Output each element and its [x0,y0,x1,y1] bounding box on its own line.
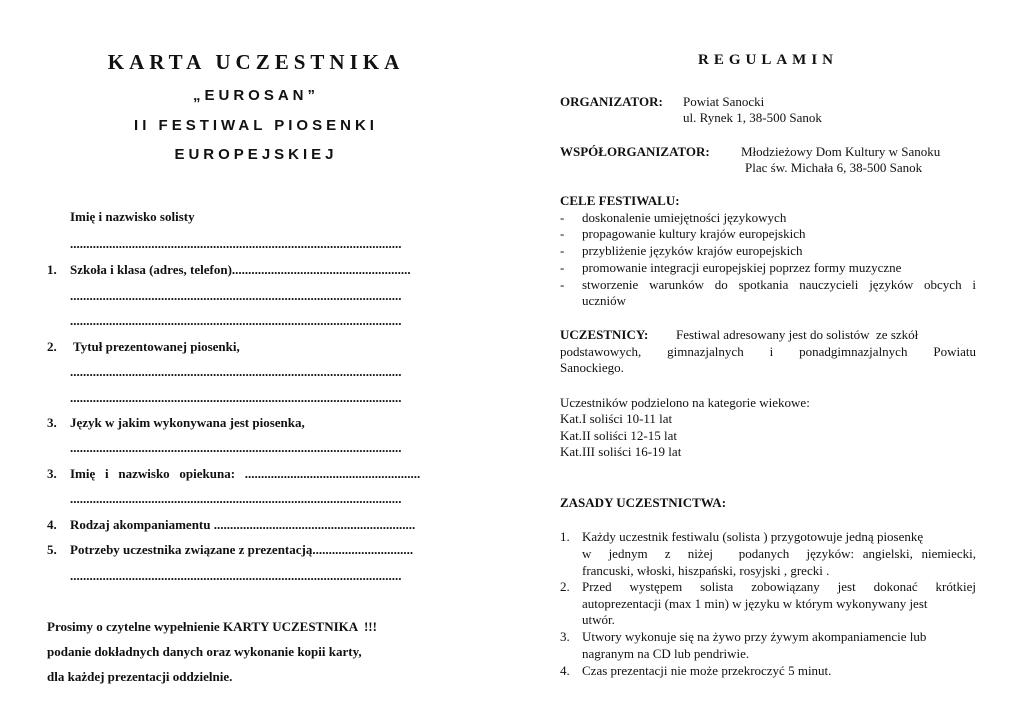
goal-item: doskonalenie umiejętności językowych [582,210,787,225]
goal-bullet: - [560,210,565,225]
card-title: KARTA UCZESTNIKA [107,50,405,74]
goal-item: promowanie integracji europejskiej poprzez formy muzyczne [582,260,902,275]
instruction-line1: Prosimy o czytelne wypełnienie KARTY UCZESTNIKA !!! [47,619,377,634]
guardian-name-field[interactable]: ...................................................................................................... [70,491,402,506]
rule-line: w jednym z niżej podanych języków: angielski, niemiecki, [582,546,976,561]
presentation-needs-field[interactable]: ...................................................................................................... [70,568,402,583]
participants-text-line2: podstawowych, gimnazjalnych i ponadgimnazjalnych Powiatu [560,344,976,359]
goal-bullet: - [560,243,565,258]
rule-number: 4. [560,663,570,678]
field-1-number: 1. [47,262,57,277]
rule-line: Czas prezentacji nie może przekroczyć 5 minut. [582,663,832,678]
goal-item-continued: uczniów [582,293,627,308]
festival-title-line1: II FESTIWAL PIOSENKI [134,117,378,134]
field-3-number: 3. [47,415,57,430]
rule-line: Przed występem solista zobowiązany jest dokonać krótkiej [582,579,976,594]
field-4-number: 4. [47,517,57,532]
festival-title-line2: EUROPEJSKIEJ [174,146,338,163]
rule-line: francuski, włoski, hiszpański, rosyjski , grecki . [582,563,830,578]
rule-number: 3. [560,629,570,644]
rule-number: 1. [560,529,570,544]
accompaniment-type-label[interactable]: Rodzaj akompaniamentu .............................................................. [70,517,416,532]
rule-line: Utwory wykonuje się na żywo przy żywym akompaniamencie lub [582,629,927,644]
goal-item: stworzenie warunków do spotkania nauczycieli języków obcych i [582,277,976,292]
goal-bullet: - [560,277,565,292]
school-class-field-line3[interactable]: ...................................................................................................... [70,313,402,328]
coorganizer-address: Plac św. Michała 6, 38-500 Sanok [745,160,923,175]
participants-text-line3: Sanockiego. [560,360,624,375]
instruction-line2: podanie dokładnych danych oraz wykonanie kopii karty, [47,644,362,659]
field-5-number: 5. [47,542,57,557]
goal-bullet: - [560,260,565,275]
rule-number: 2. [560,579,570,594]
organizer-name: Powiat Sanocki [683,94,765,109]
category-item: Kat.III soliści 16-19 lat [560,444,682,459]
soloist-name-label: Imię i nazwisko solisty [70,209,195,224]
school-class-label[interactable]: Szkoła i klasa (adres, telefon)....................................................... [70,262,411,277]
field-3b-number: 3. [47,466,57,481]
organizer-address: ul. Rynek 1, 38-500 Sanok [683,110,822,125]
goal-item: przybliżenie języków krajów europejskich [582,243,803,258]
coorganizer-label: WSPÓŁORGANIZATOR: [560,144,710,159]
rules-title: REGULAMIN [697,52,838,68]
song-language-field[interactable]: ...................................................................................................... [70,440,402,455]
song-title-label: Tytuł prezentowanej piosenki, [70,339,240,354]
goal-bullet: - [560,226,565,241]
rule-line: Każdy uczestnik festiwalu (solista ) przygotowuje jedną piosenkę [582,529,924,544]
rules-heading: ZASADY UCZESTNICTWA: [560,495,727,510]
coorganizer-name: Młodzieżowy Dom Kultury w Sanoku [741,144,941,159]
presentation-needs-label[interactable]: Potrzeby uczestnika związane z prezentacją............................... [70,542,414,557]
school-class-field-line2[interactable]: ...................................................................................................... [70,288,402,303]
guardian-name-label[interactable]: Imię i nazwisko opiekuna: ...................................................... [70,466,421,481]
rule-line: autoprezentacji (max 1 min) w języku w którym wykonywany jest [582,596,928,611]
goal-item: propagowanie kultury krajów europejskich [582,226,806,241]
categories-intro: Uczestników podzielono na kategorie wiekowe: [560,395,810,410]
participants-label: UCZESTNICY: [560,327,649,342]
field-2-number: 2. [47,339,57,354]
organizer-label: ORGANIZATOR: [560,94,663,109]
festival-name: „EUROSAN” [192,87,319,104]
participants-text-line1: Festiwal adresowany jest do solistów ze szkół [676,327,919,342]
category-item: Kat.II soliści 12-15 lat [560,428,677,443]
song-language-label: Język w jakim wykonywana jest piosenka, [70,415,305,430]
goals-heading: CELE FESTIWALU: [560,193,680,208]
soloist-name-field[interactable]: ...................................................................................................... [70,236,402,251]
rule-line: nagranym na CD lub pendriwie. [582,646,750,661]
song-title-field-line2[interactable]: ...................................................................................................... [70,390,402,405]
category-item: Kat.I soliści 10-11 lat [560,411,673,426]
song-title-field-line1[interactable]: ...................................................................................................... [70,364,402,379]
rule-line: utwór. [582,612,615,627]
instruction-line3: dla każdej prezentacji oddzielnie. [47,669,233,684]
